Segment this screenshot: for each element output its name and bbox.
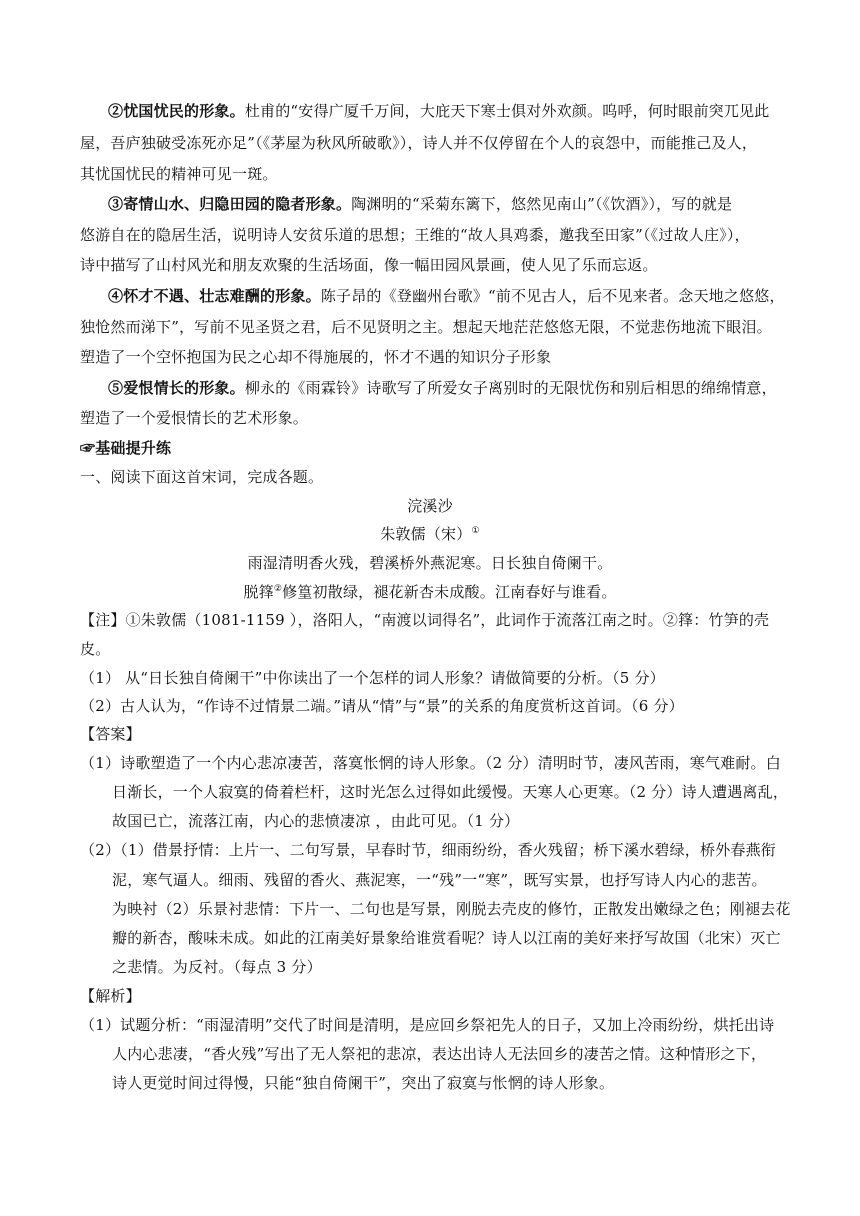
item2-line2: 屋，吾庐独破受冻死亦足”（《茅屋为秋风所破歌》），诗人并不仅停留在个人的哀怨中，而能推己及人， (80, 134, 758, 152)
answer-2-line5: 之悲情。为反衬。（每点 3 分） (112, 958, 322, 976)
item5-line1: ⑤爱恨情长的形象。柳永的《雨霖铃》诗歌写了所爱女子离别时的无限忧伤和别后相思的绵绵情意， (108, 379, 777, 397)
answer-2-line4: 瓣的新杏，酸味未成。如此的江南美好景象给谁赏看呢？诗人以江南的美好来抒写故国（北宋）灭亡 (112, 929, 781, 947)
item4-line3: 塑造了一个空怀抱国为民之心却不得施展的，怀才不遇的知识分子形象 (80, 348, 552, 366)
poem-line-1: 雨湿清明香火残，碧溪桥外燕泥寒。日长独自倚阑干。 (247, 554, 613, 572)
poem-line-2: 脱箨②修篁初散绿，褪花新杏未成酸。江南春好与谁看。 (243, 583, 617, 601)
answer-1-line1: （1）诗歌塑造了一个内心悲凉凄苦，落寞怅惘的诗人形象。（2 分）清明时节，凄风苦雨，寒气难耐。白 (80, 754, 781, 772)
poem-author: 朱敦儒（宋）① (380, 525, 480, 543)
note-line1: 【注】①朱敦儒（1081-1159 ），洛阳人，“南渡以词得名”，此词作于流落江南之时。②箨：竹笋的壳 (80, 611, 770, 629)
section-heading: ☞基础提升练 (80, 439, 172, 457)
analysis-1-line3: 诗人更觉时间过得慢，只能“独自倚阑干”，突出了寂寞与怅惘的诗人形象。 (112, 1074, 615, 1092)
item2-title: ②忧国忧民的形象。 (108, 102, 245, 120)
item5-title: ⑤爱恨情长的形象。 (108, 379, 245, 397)
item3-title: ③寄情山水、归隐田园的隐者形象。 (108, 195, 352, 213)
item3-line1: ③寄情山水、归隐田园的隐者形象。陶渊明的“采菊东篱下，悠然见南山”（《饮酒》），写的就是 (108, 195, 733, 213)
poem-title: 浣溪沙 (407, 497, 453, 515)
answer-2-line1: （2）（1）借景抒情：上片一、二句写景，早春时节，细雨纷纷，香火残留；桥下溪水碧绿，桥外春燕衔 (80, 841, 776, 859)
question-2: （2）古人认为，“作诗不过情景二端。”请从“情”与“景”的关系的角度赏析这首词。（6 分） (80, 697, 684, 715)
item4-title: ④怀才不遇、壮志难酬的形象。 (108, 287, 321, 305)
question-1: （1） 从“日长独自倚阑干”中你读出了一个怎样的词人形象？请做简要的分析。（5 分） (80, 669, 665, 687)
answer-2-line3: 为映衬（2）乐景衬悲情：下片一、二句也是写景，刚脱去壳皮的修竹，正散发出嫩绿之色；刚褪去花 (112, 900, 791, 918)
item4-line2: 独怆然而涕下”，写前不见圣贤之君，后不见贤明之主。想起天地茫茫悠悠无限，不觉悲伤地流下眼泪。 (80, 318, 772, 336)
item3-line3: 诗中描写了山村风光和朋友欢聚的生活场面，像一幅田园风景画，使人见了乐而忘返。 (80, 256, 658, 274)
item2-line3: 其忧国忧民的精神可见一斑。 (80, 165, 278, 183)
analysis-label: 【解析】 (80, 987, 141, 1005)
section-intro: 一、阅读下面这首宋词，完成各题。 (80, 468, 324, 486)
item5-line2: 塑造了一个爱恨情长的艺术形象。 (80, 409, 309, 427)
analysis-1-line2: 人内心悲凄，“香火残”写出了无人祭祀的悲凉，表达出诗人无法回乡的凄苦之情。这种情形之下， (112, 1045, 767, 1063)
item2-line1: ②忧国忧民的形象。杜甫的“安得广厦千万间，大庇天下寒士俱对外欢颜。呜呼，何时眼前突兀见此 (108, 102, 770, 120)
answer-label: 【答案】 (80, 725, 141, 743)
note-line2: 皮。 (80, 640, 111, 658)
item3-line2: 悠游自在的隐居生活，说明诗人安贫乐道的思想；王维的“故人具鸡黍，邀我至田家”（《过故人庄》）， (80, 226, 750, 244)
answer-1-line3: 故国已亡，流落江南，内心的悲愤凄凉 ，由此可见。（1 分） (112, 812, 520, 830)
answer-2-line2: 泥，寒气逼人。细雨、残留的香火、燕泥寒，一“残”一“寒”，既写实景，也抒写诗人内心的悲苦。 (112, 871, 767, 889)
analysis-1-line1: （1）试题分析：“雨湿清明”交代了时间是清明，是应回乡祭祀先人的日子，又加上冷雨纷纷，烘托出诗 (80, 1016, 775, 1034)
footnote-marker-1: ① (471, 526, 480, 536)
answer-1-line2: 日渐长，一个人寂寞的倚着栏杆，这时光怎么过得如此缓慢。天寒人心更寒。（2 分）诗人遭遇离乱， (112, 783, 789, 801)
footnote-marker-2: ② (273, 584, 283, 594)
item4-line1: ④怀才不遇、壮志难酬的形象。陈子昂的《登幽州台歌》“前不见古人，后不见来者。念天地之悠悠， (108, 287, 785, 305)
